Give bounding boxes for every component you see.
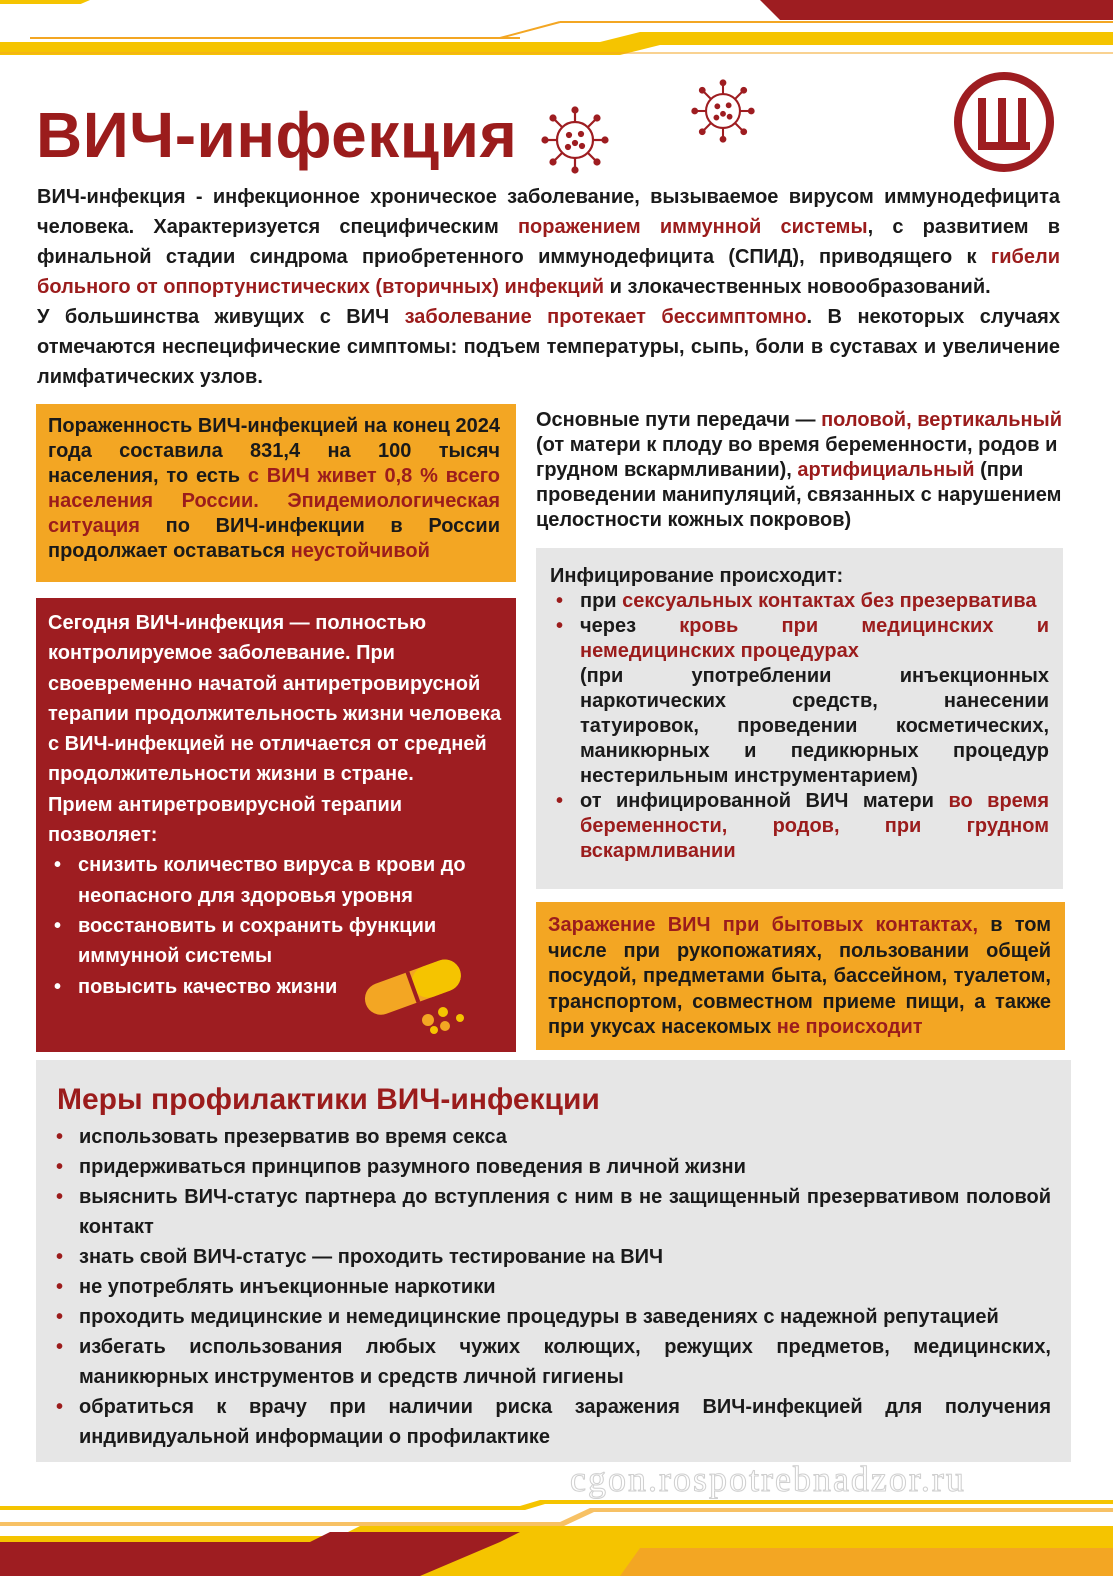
- treatment-text: Сегодня ВИЧ-инфекция — полностью контролируемое заболевание. При своевременно начатой антиретровирусной терапии продолжительность жизни человека с ВИЧ-инфекцией не отличается от средней продолжительности жизни в стране.: [48, 612, 502, 786]
- list-item: • использовать презерватив во время секса: [56, 1122, 1051, 1152]
- page-title: ВИЧ-инфекция: [36, 99, 518, 171]
- list-item: • выяснить ВИЧ-статус партнера до вступления с ним в не защищенный презервативом половой контакт: [56, 1182, 1051, 1242]
- prevention-heading: Меры профилактики ВИЧ-инфекции: [57, 1083, 600, 1116]
- prevention-box: [36, 1060, 1071, 1462]
- infection-list: [550, 589, 1049, 864]
- infection-box: [536, 548, 1063, 889]
- logo-icon: [952, 70, 1056, 174]
- list-item: • снизить количество вируса в крови до неопасного для здоровья уровня: [48, 850, 502, 911]
- capsule-pills-icon: [350, 950, 500, 1035]
- virus-icon: [540, 105, 610, 175]
- top-stripes-decoration: [0, 0, 1113, 60]
- domestic-contact-box: Заражение ВИЧ при бытовых контактах, в том числе при рукопожатиях, пользовании общей посудой, предметами быта, бассейном, туалетом, транспортом, совместном приеме пищи, а также при укусах насекомых не происходит: [536, 902, 1065, 1050]
- list-item: • повысить качество жизни: [48, 972, 502, 1002]
- list-item: • проходить медицинские и немедицинские процедуры в заведениях с надежной репутацией: [56, 1302, 1051, 1332]
- intro-text: ВИЧ-инфекция - инфекционное хроническое заболевание, вызываемое вирусом иммунодефицита человека. Характеризуется специфическим поражением иммунной системы, с развитием в финальной стадии синдрома приобретенного иммунодефицита (СПИД), приводящего к гибели больного от оппортунистических (вторичных) инфекций и злокачественных новообразований. У большинства живущих с ВИЧ заболевание протекает бессимптомно. В некоторых случаях отмечаются неспецифические симптомы: подъем температуры, сыпь, боли в суставах и увеличение лимфатических узлов.: [37, 186, 1060, 388]
- website-watermark[interactable]: cgon.rospotrebnadzor.ru: [570, 1459, 966, 1499]
- infection-heading: Инфицирование происходит:: [550, 565, 844, 587]
- list-item: • избегать использования любых чужих колющих, режущих предметов, медицинских, маникюрных инструментов и средств личной гигиены: [56, 1332, 1051, 1392]
- transmission-routes-text: Основные пути передачи — половой, вертикальный (от матери к плоду во время беременности, родов и грудном вскармливании), артифициальный (при проведении манипуляций, связанных с нарушением целостности кожных покровов): [536, 409, 1062, 531]
- prevalence-box: Пораженность ВИЧ-инфекцией на конец 2024 года составила 831,4 на 100 тысяч населения, то есть с ВИЧ живет 0,8 % всего населения России. Эпидемиологическая ситуация по ВИЧ-инфекции в России продолжает оставаться неустойчивой: [36, 404, 516, 582]
- list-item: • знать свой ВИЧ-статус — проходить тестирование на ВИЧ: [56, 1242, 1051, 1272]
- treatment-subheading: Прием антиретровирусной терапии позволяет:: [48, 793, 403, 847]
- virus-icon: [690, 78, 756, 144]
- prevention-list: [56, 1122, 1051, 1452]
- list-item: • придерживаться принципов разумного поведения в личной жизни: [56, 1152, 1051, 1182]
- list-item: • не употреблять инъекционные наркотики: [56, 1272, 1051, 1302]
- list-item: • при сексуальных контактах без презерватива: [550, 589, 1049, 614]
- list-item: • через кровь при медицинских и немедицинских процедурах (при употреблении инъекционных наркотических средств, нанесении татуировок, проведении косметических, маникюрных и педикюрных процедур нестерильным инструментарием): [550, 614, 1049, 789]
- bottom-stripes-decoration: [0, 1486, 1113, 1576]
- list-item: • от инфицированной ВИЧ матери во время беременности, родов, при грудном вскармливании: [550, 789, 1049, 864]
- list-item: • восстановить и сохранить функции иммунной системы: [48, 911, 502, 972]
- list-item: • обратиться к врачу при наличии риска заражения ВИЧ-инфекцией для получения индивидуальной информации о профилактике: [56, 1392, 1051, 1452]
